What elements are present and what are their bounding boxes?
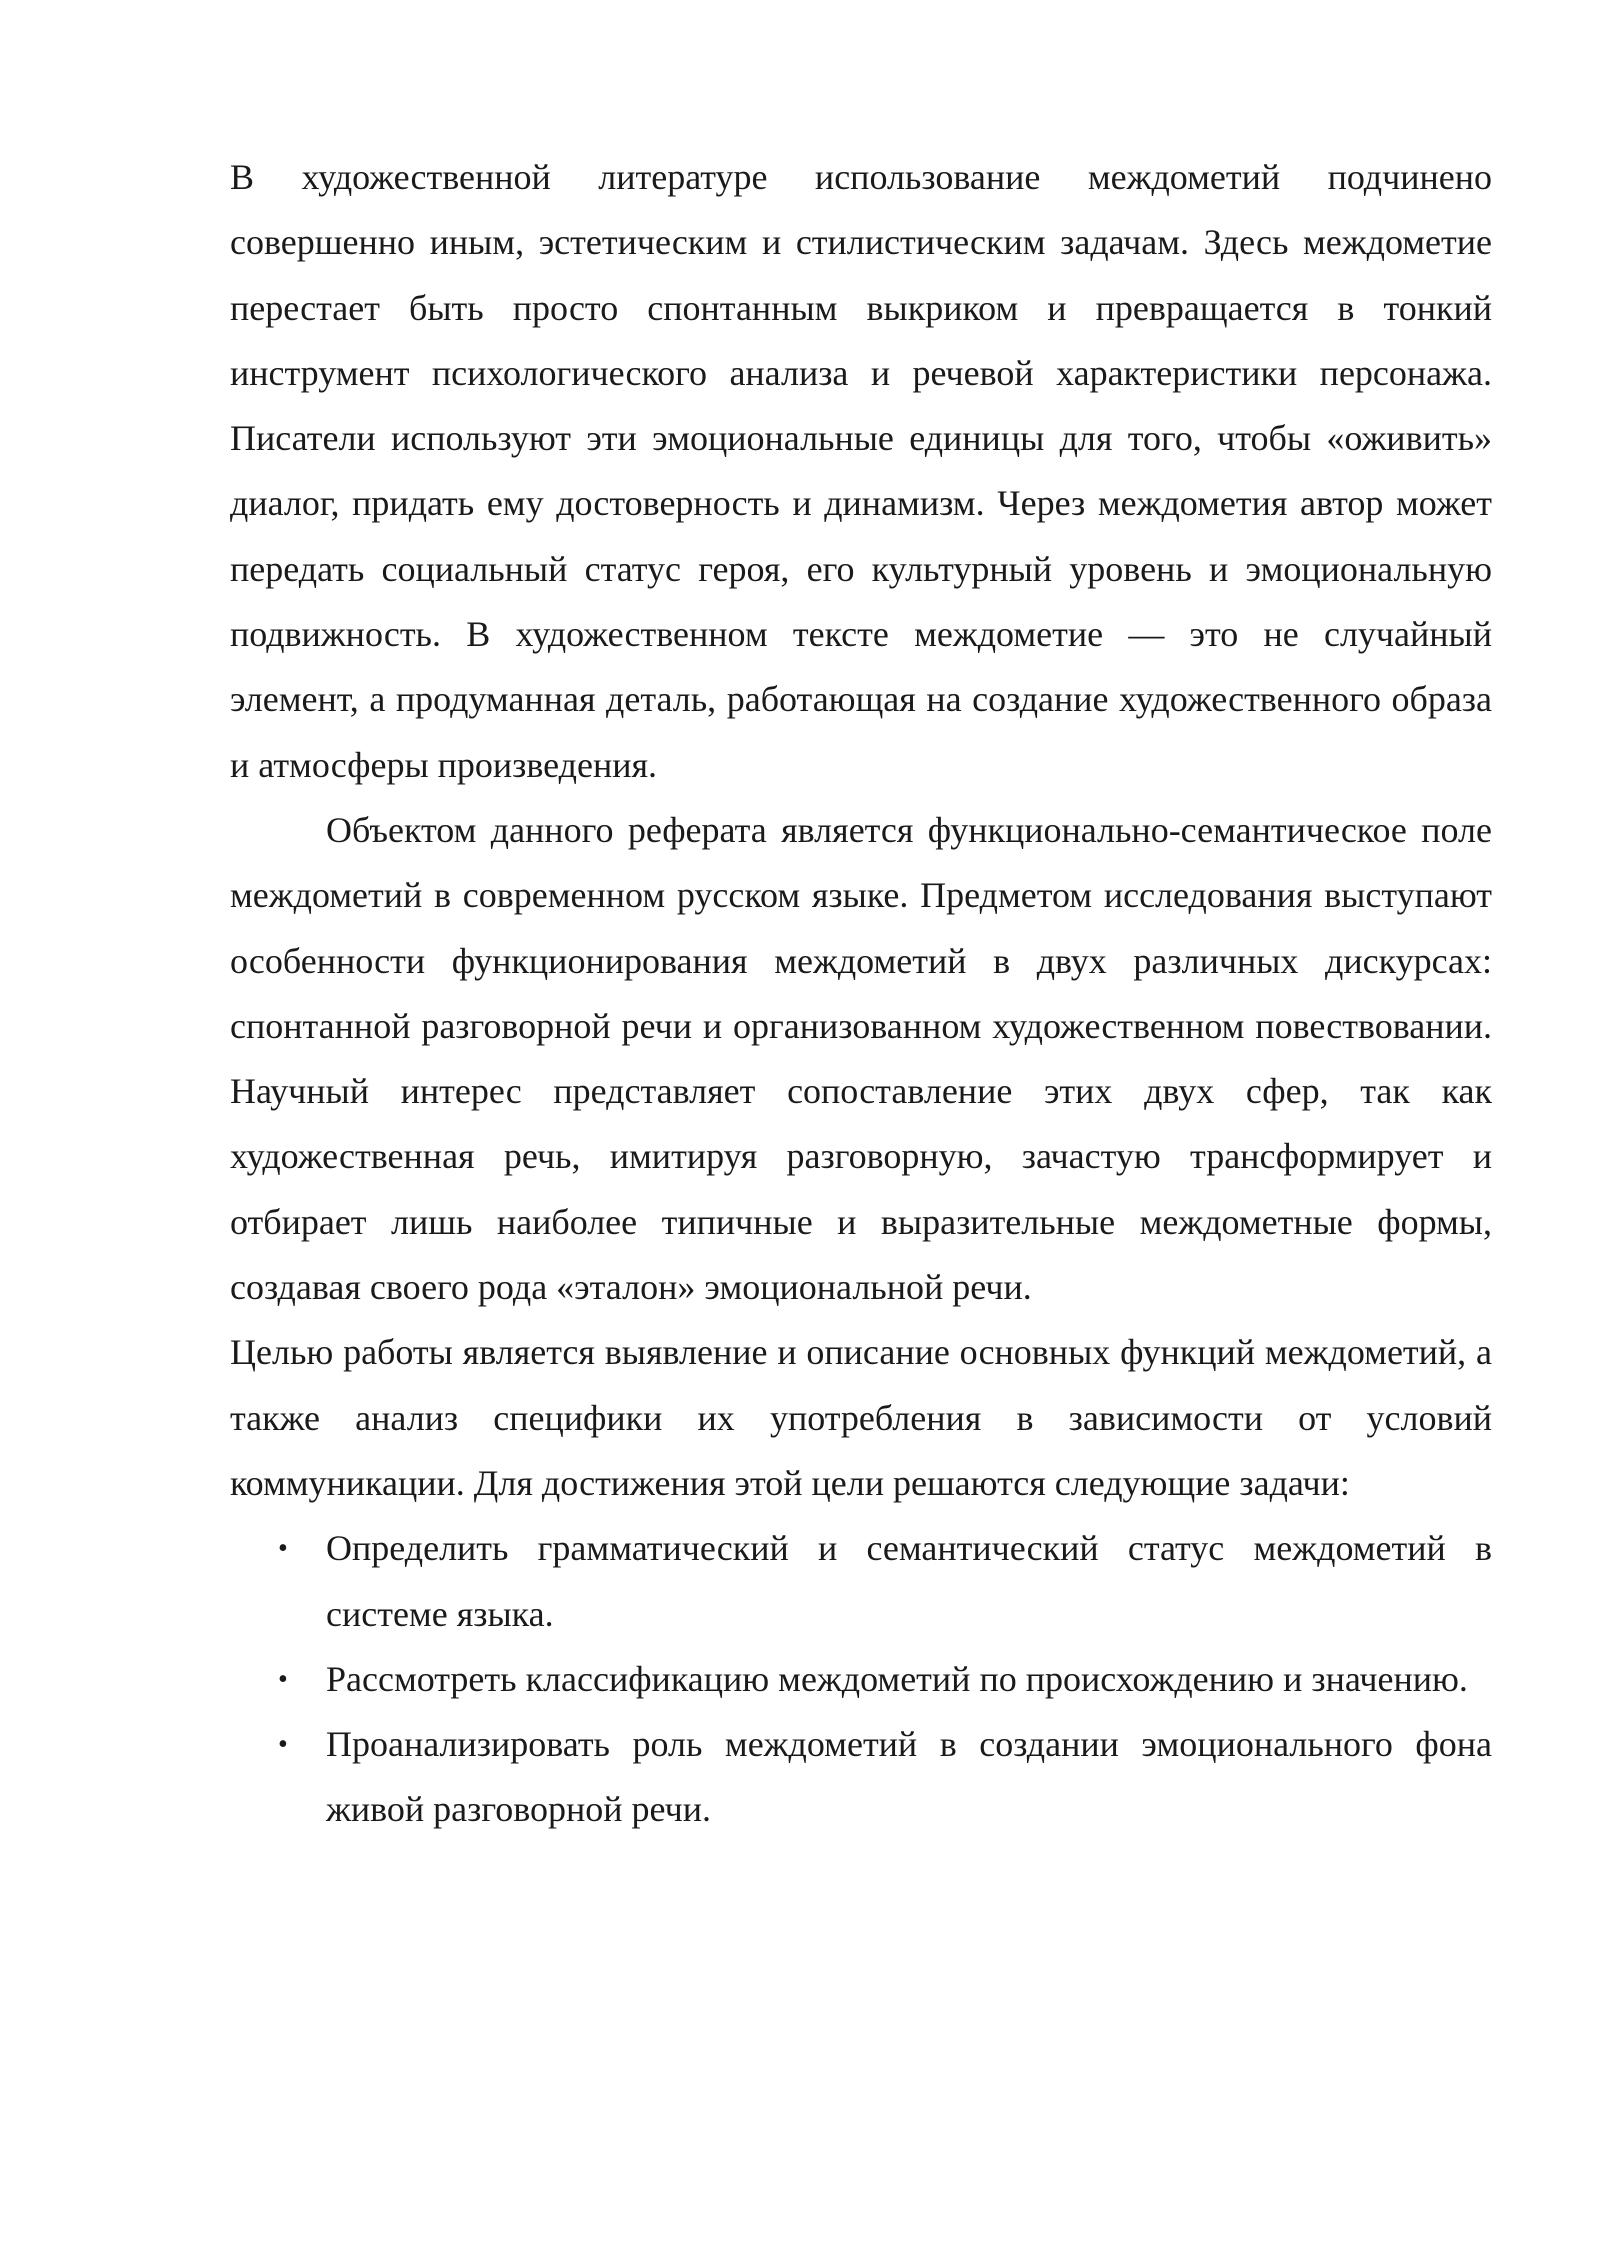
list-item-text: Рассмотреть классификацию междометий по происхождению и значению.: [326, 1658, 1468, 1699]
list-item-text: Проанализировать роль междометий в создании эмоционального фона живой разговорной речи.: [326, 1724, 1492, 1830]
list-item: [230, 1516, 1492, 1647]
task-list: [230, 1516, 1492, 1842]
list-item: [230, 1647, 1492, 1712]
bullet-icon: •: [278, 1729, 288, 1761]
bullet-icon: •: [278, 1663, 288, 1695]
list-item-text: Определить грамматический и семантический статус междометий в системе языка.: [326, 1528, 1492, 1634]
bullet-icon: •: [278, 1533, 288, 1565]
list-item: [230, 1712, 1492, 1843]
paragraph-fiction-usage: В художественной литературе использование междометий подчинено совершенно иным, эстетическим и стилистическим задачам. Здесь междометие перестает быть просто спонтанным выкриком и превращается в тонкий инструмент психологического анализа и речевой характеристики персонажа. Писатели используют эти эмоциональные единицы для того, чтобы «оживить» диалог, придать ему достоверность и динамизм. Через междометия автор может передать социальный статус героя, его культурный уровень и эмоциональную подвижность. В художественном тексте междометие — это не случайный элемент, а продуманная деталь, работающая на создание художественного образа и атмосферы произведения.: [230, 157, 1492, 785]
paragraph-object-subject: Объектом данного реферата является функционально-семантическое поле междометий в современном русском языке. Предметом исследования выступают особенности функционирования междометий в двух различных дискурсах: спонтанной разговорной речи и организованном художественном повествовании. Научный интерес представляет сопоставление этих двух сфер, так как художественная речь, имитируя разговорную, зачастую трансформирует и отбирает лишь наиболее типичные и выразительные междометные формы, создавая своего рода «эталон» эмоциональной речи.: [230, 809, 1492, 1308]
document-body: [230, 145, 1492, 1843]
paragraph-goal: Целью работы является выявление и описание основных функций междометий, а также анализ специфики их употребления в зависимости от условий коммуникации. Для достижения этой цели решаются следующие задачи:: [230, 1332, 1492, 1503]
